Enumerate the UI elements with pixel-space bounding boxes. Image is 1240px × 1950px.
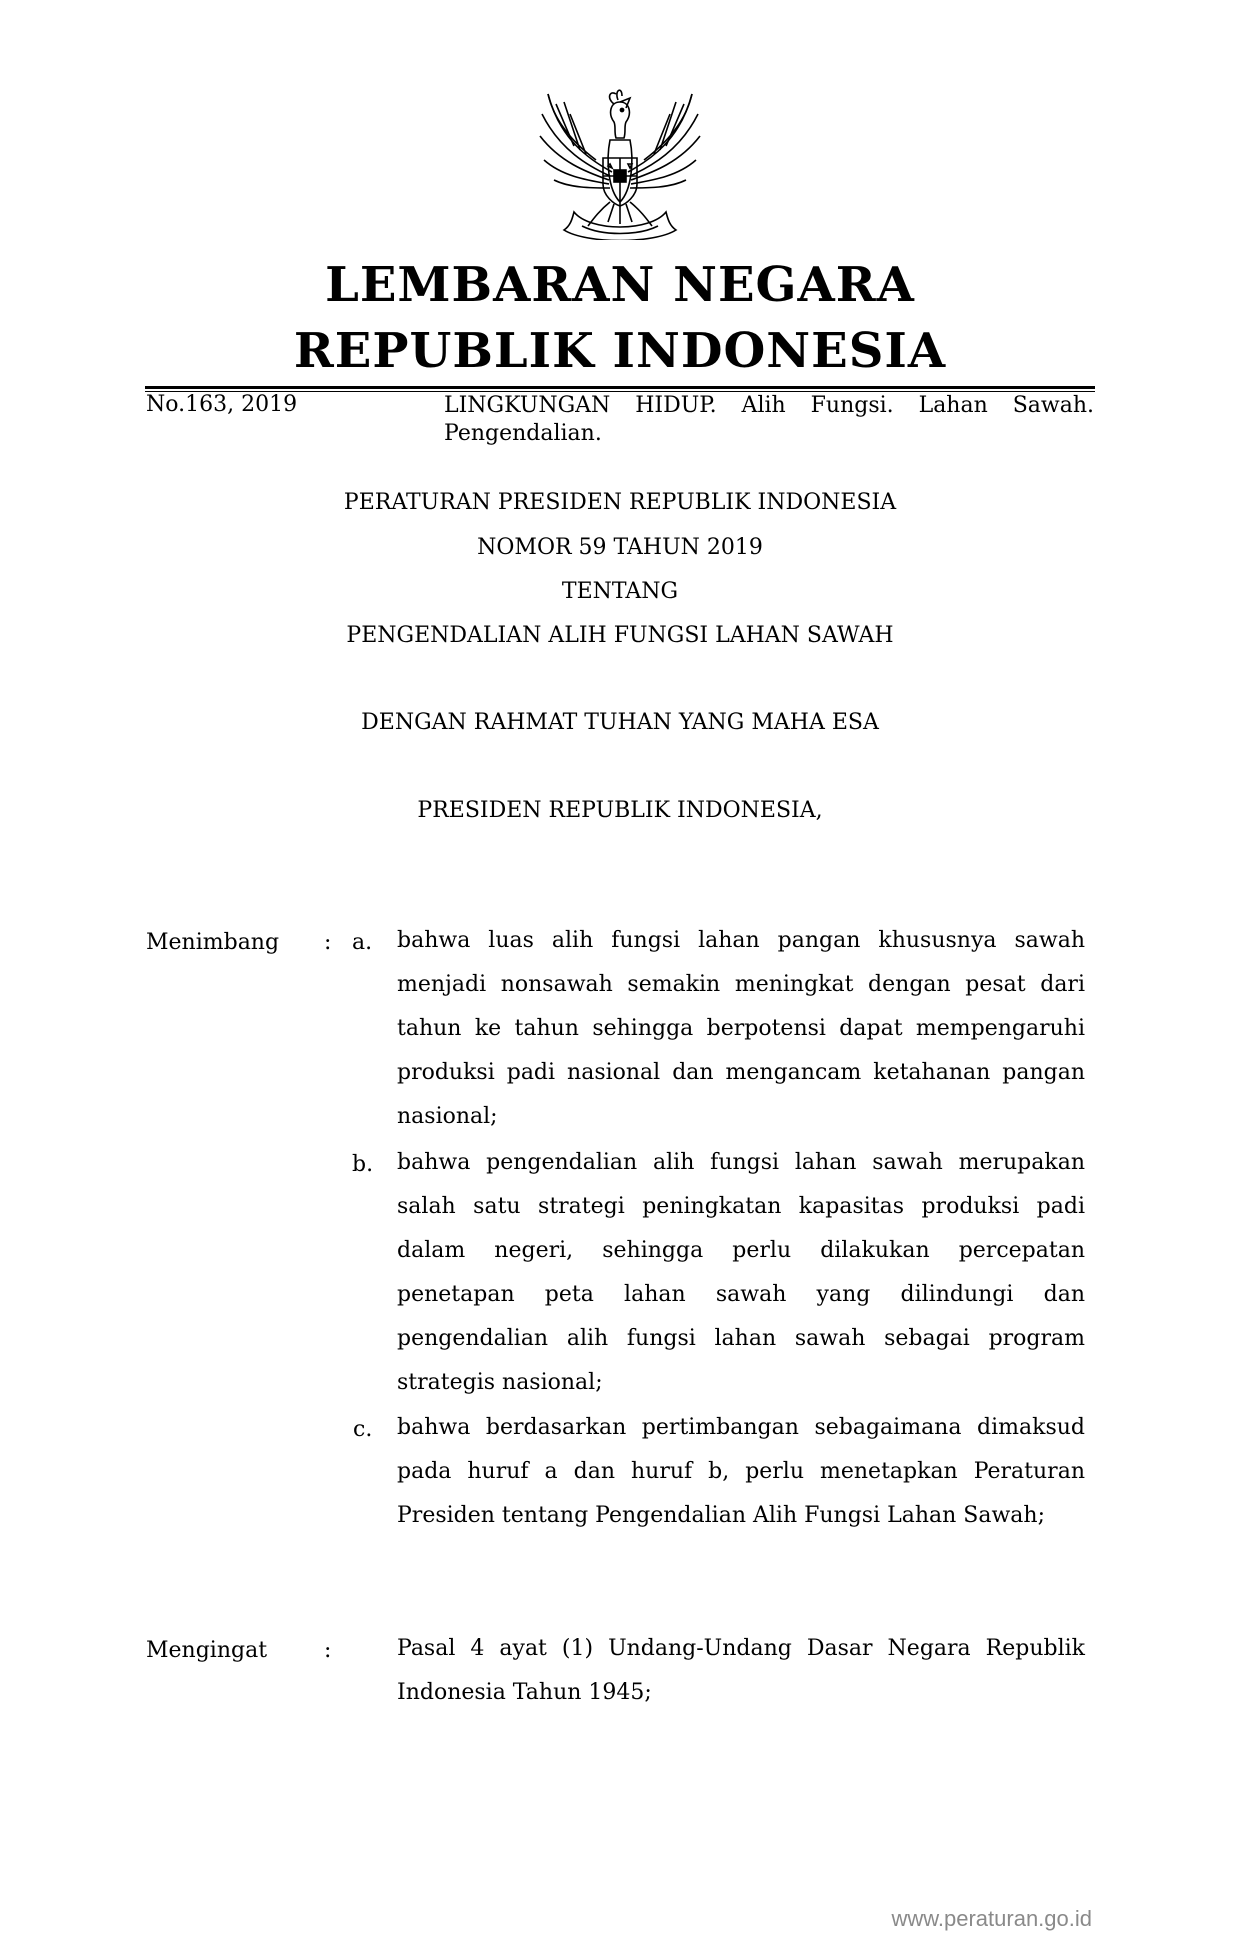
menimbang-item-letter: a. xyxy=(352,930,373,955)
issuer: PRESIDEN REPUBLIK INDONESIA, xyxy=(417,798,823,823)
menimbang-item-letter: c. xyxy=(353,1417,373,1442)
regulation-about: TENTANG xyxy=(561,579,679,604)
menimbang-item-letter: b. xyxy=(352,1152,374,1177)
regulation-title: PERATURAN PRESIDEN REPUBLIK INDONESIA xyxy=(343,490,897,515)
invocation: DENGAN RAHMAT TUHAN YANG MAHA ESA xyxy=(361,710,879,735)
footer-url: www.peraturan.go.id xyxy=(891,1906,1092,1931)
menimbang-item-text: bahwa pengendalian alih fungsi lahan sawah merupakan salah satu strategi peningkatan kapasitas produksi padi dalam negeri, sehingga perlu dilakukan percepatan penetapan peta lahan sawah yang dilindungi dan pengendalian alih fungsi lahan sawah sebagai program strategis nasional; xyxy=(397,1150,1085,1395)
menimbang-colon: : xyxy=(324,930,332,955)
mengingat-text: Pasal 4 ayat (1) Undang-Undang Dasar Negara Republik Indonesia Tahun 1945; xyxy=(397,1636,1085,1705)
header-divider xyxy=(145,386,1095,389)
gazette-subtitle: REPUBLIK INDONESIA xyxy=(293,323,947,379)
menimbang-item-text: bahwa berdasarkan pertimbangan sebagaimana dimaksud pada huruf a dan huruf b, perlu menetapkan Peraturan Presiden tentang Pengendalian Alih Fungsi Lahan Sawah; xyxy=(397,1415,1085,1528)
regulation-subject: PENGENDALIAN ALIH FUNGSI LAHAN SAWAH xyxy=(346,623,894,648)
regulation-number: NOMOR 59 TAHUN 2019 xyxy=(477,535,763,560)
gazette-topic: LINGKUNGAN HIDUP. Alih Fungsi. Lahan Sawah. Pengendalian. xyxy=(444,393,1094,446)
menimbang-item-text: bahwa luas alih fungsi lahan pangan khususnya sawah menjadi nonsawah semakin meningkat dengan pesat dari tahun ke tahun sehingga berpotensi dapat mempengaruhi produksi padi nasional dan mengancam ketahanan pangan nasional; xyxy=(397,928,1085,1129)
gazette-number: No.163, 2019 xyxy=(146,392,298,417)
garuda-emblem-icon xyxy=(530,80,710,240)
mengingat-label: Mengingat xyxy=(146,1638,268,1663)
gazette-title: LEMBARAN NEGARA xyxy=(325,257,915,313)
menimbang-label: Menimbang xyxy=(146,930,280,955)
mengingat-colon: : xyxy=(324,1638,332,1663)
